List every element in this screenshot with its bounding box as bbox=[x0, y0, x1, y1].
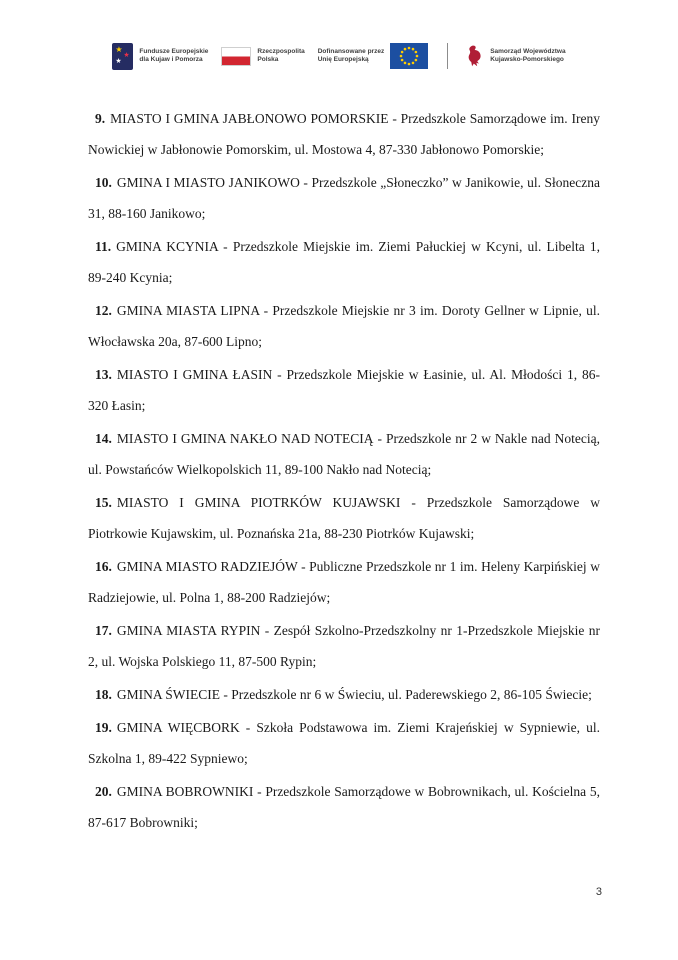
item-text: GMINA MIASTA RYPIN - Zespół Szkolno-Przedszkolny nr 1-Przedszkole Miejskie nr 2, ul. Wojska Polskiego 11, 87-500 Rypin; bbox=[88, 623, 600, 669]
item-text: MIASTO I GMINA JABŁONOWO POMORSKIE - Przedszkole Samorządowe im. Ireny Nowickiej w Jabłonowie Pomorskim, ul. Mostowa 4, 87-330 Jabłonowo Pomorskie; bbox=[88, 111, 600, 157]
list-item bbox=[88, 103, 600, 165]
logo-strip bbox=[0, 42, 678, 70]
list-item bbox=[88, 615, 600, 677]
item-text: MIASTO I GMINA PIOTRKÓW KUJAWSKI - Przedszkole Samorządowe w Piotrkowie Kujawskim, ul. Poznańska 21a, 88-230 Piotrków Kujawski; bbox=[88, 495, 600, 541]
list-item bbox=[88, 776, 600, 838]
logo-text-line: Rzeczpospolita bbox=[257, 48, 305, 55]
item-text: GMINA MIASTA LIPNA - Przedszkole Miejskie nr 3 im. Doroty Gellner w Lipnie, ul. Włocławska 20a, 87-600 Lipno; bbox=[88, 303, 600, 349]
rzeczpospolita-polska-label bbox=[257, 48, 304, 64]
item-number: 16. bbox=[95, 559, 112, 574]
logo-text-line: Fundusze Europejskie bbox=[139, 48, 209, 55]
item-number: 12. bbox=[95, 303, 112, 318]
item-number: 11. bbox=[95, 239, 112, 254]
list-item bbox=[88, 295, 600, 357]
samorzad-wojewodztwa-label bbox=[490, 48, 565, 64]
item-text: GMINA BOBROWNIKI - Przedszkole Samorządowe w Bobrownikach, ul. Kościelna 5, 87-617 Bobrowniki; bbox=[88, 784, 600, 830]
logo-text-line: dla Kujaw i Pomorza bbox=[139, 56, 203, 63]
fundusze-europejskie-flag-icon bbox=[112, 43, 133, 70]
logo-fundusze-europejskie bbox=[112, 43, 208, 70]
logo-text-line: Dofinansowane przez bbox=[317, 48, 385, 55]
item-number: 15. bbox=[95, 495, 112, 510]
logo-samorzad-wojewodztwa bbox=[467, 44, 565, 68]
item-number: 9. bbox=[95, 111, 106, 126]
list-item bbox=[88, 551, 600, 613]
item-text: MIASTO I GMINA NAKŁO NAD NOTECIĄ - Przedszkole nr 2 w Nakle nad Notecią, ul. Powstańców Wielkopolskich 11, 89-100 Nakło nad Notecią; bbox=[88, 431, 600, 477]
list-item bbox=[88, 167, 600, 229]
item-text: GMINA MIASTO RADZIEJÓW - Publiczne Przedszkole nr 1 im. Heleny Karpińskiej w Radziejowie, ul. Polna 1, 88-200 Radziejów; bbox=[88, 559, 600, 605]
unia-europejska-label bbox=[318, 48, 384, 64]
griffin-emblem-icon bbox=[467, 44, 484, 68]
poland-flag-icon bbox=[221, 47, 251, 66]
item-text: MIASTO I GMINA ŁASIN - Przedszkole Miejskie w Łasinie, ul. Al. Młodości 1, 86-320 Łasin; bbox=[88, 367, 600, 413]
page-number: 3 bbox=[595, 886, 602, 898]
item-text: GMINA WIĘCBORK - Szkoła Podstawowa im. Ziemi Krajeńskiej w Sypniewie, ul. Szkolna 1, 89-422 Sypniewo; bbox=[88, 720, 600, 766]
item-text: GMINA I MIASTO JANIKOWO - Przedszkole „Słoneczko” w Janikowie, ul. Słoneczna 31, 88-160 Janikowo; bbox=[88, 175, 600, 221]
logo-unia-europejska bbox=[318, 43, 428, 69]
list-item bbox=[88, 487, 600, 549]
logo-text-line: Kujawsko-Pomorskiego bbox=[490, 56, 564, 63]
logo-text-line: Samorząd Województwa bbox=[490, 48, 566, 55]
list-item bbox=[88, 231, 600, 293]
item-text: GMINA ŚWIECIE - Przedszkole nr 6 w Świeciu, ul. Paderewskiego 2, 86-105 Świecie; bbox=[116, 687, 592, 702]
star-icon: ★ bbox=[115, 44, 123, 54]
logo-text-line: Polska bbox=[257, 56, 279, 63]
list-item bbox=[88, 679, 600, 710]
item-number: 14. bbox=[95, 431, 112, 446]
item-number: 13. bbox=[95, 367, 112, 382]
logo-text-line: Unię Europejską bbox=[317, 56, 369, 63]
item-number: 20. bbox=[95, 784, 112, 799]
item-number: 10. bbox=[95, 175, 112, 190]
list-item bbox=[88, 712, 600, 774]
header-divider bbox=[447, 43, 448, 69]
item-text: GMINA KCYNIA - Przedszkole Miejskie im. Ziemi Pałuckiej w Kcyni, ul. Libelta 1, 89-240 Kcynia; bbox=[88, 239, 600, 285]
item-number: 19. bbox=[95, 720, 112, 735]
star-icon: ★ bbox=[115, 56, 122, 65]
logo-rzeczpospolita-polska bbox=[221, 47, 304, 66]
document-body bbox=[88, 103, 600, 838]
fundusze-europejskie-label bbox=[139, 48, 208, 64]
item-number: 18. bbox=[95, 687, 112, 702]
star-icon: ★ bbox=[123, 50, 130, 59]
list-item bbox=[88, 359, 600, 421]
eu-flag-icon bbox=[390, 43, 428, 69]
item-number: 17. bbox=[95, 623, 112, 638]
list-item bbox=[88, 423, 600, 485]
